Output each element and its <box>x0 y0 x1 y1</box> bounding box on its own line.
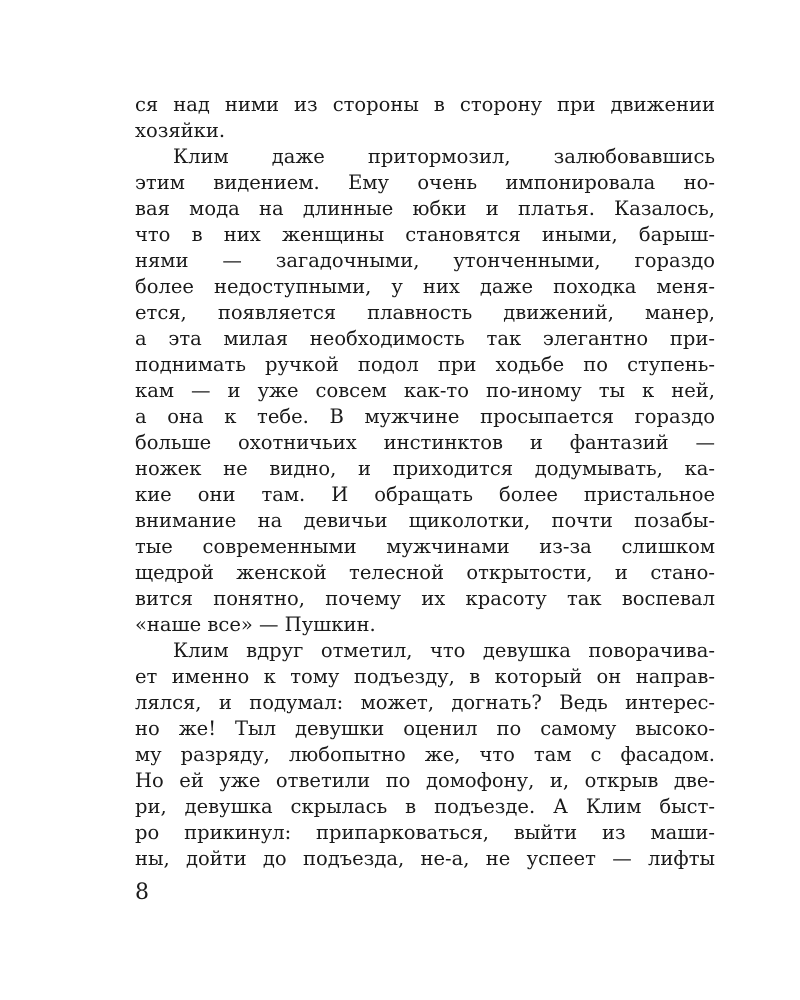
text-line: хозяйки. <box>135 119 226 142</box>
paragraph-start-line: Клим вдруг отметил, что девушка поворачива- <box>173 639 715 662</box>
text-line: что в них женщины становятся иными, барыш- <box>135 223 715 246</box>
text-line: более недоступными, у них даже походка меня- <box>135 275 715 298</box>
text-line: ется, появляется плавность движений, манер, <box>135 301 715 324</box>
text-line: внимание на девичьи щиколотки, почти позабы- <box>135 509 715 532</box>
text-line: ны, дойти до подъезда, не-а, не успеет — лифты <box>135 847 715 870</box>
text-line: Но ей уже ответили по домофону, и, открыв две- <box>135 769 715 792</box>
text-line: му разряду, любопытно же, что там с фасадом. <box>135 743 715 766</box>
text-line: вится понятно, почему их красоту так воспевал <box>135 587 715 610</box>
text-line: щедрой женской телесной открытости, и стано- <box>135 561 715 584</box>
text-line: лялся, и подумал: может, догнать? Ведь интерес- <box>135 691 715 714</box>
text-line: кие они там. И обращать более пристальное <box>135 483 715 506</box>
text-line: ро прикинул: припарковаться, выйти из маши- <box>135 821 715 844</box>
text-line: этим видением. Ему очень импонировала но- <box>135 171 715 194</box>
paragraph-start-line: Клим даже притормозил, залюбовавшись <box>173 145 715 168</box>
text-line: ся над ними из стороны в сторону при движении <box>135 93 715 116</box>
text-line: ет именно к тому подъезду, в который он направ- <box>135 665 715 688</box>
text-line: вая мода на длинные юбки и платья. Казалось, <box>135 197 715 220</box>
text-line: а она к тебе. В мужчине просыпается гораздо <box>135 405 715 428</box>
text-line: кам — и уже совсем как-то по-иному ты к ней, <box>135 379 715 402</box>
page-number: 8 <box>135 880 149 905</box>
text-line: ри, девушка скрылась в подъезде. А Клим быст- <box>135 795 715 818</box>
body-text <box>135 92 715 872</box>
text-line: ножек не видно, и приходится додумывать, ка- <box>135 457 715 480</box>
text-line: но же! Тыл девушки оценил по самому высоко- <box>135 717 715 740</box>
text-line: нями — загадочными, утонченными, гораздо <box>135 249 715 272</box>
text-line: а эта милая необходимость так элегантно при- <box>135 327 715 350</box>
text-line: больше охотничьих инстинктов и фантазий — <box>135 431 715 454</box>
text-line: «наше все» — Пушкин. <box>135 613 376 636</box>
text-line: тые современными мужчинами из-за слишком <box>135 535 715 558</box>
text-line: поднимать ручкой подол при ходьбе по ступень- <box>135 353 715 376</box>
